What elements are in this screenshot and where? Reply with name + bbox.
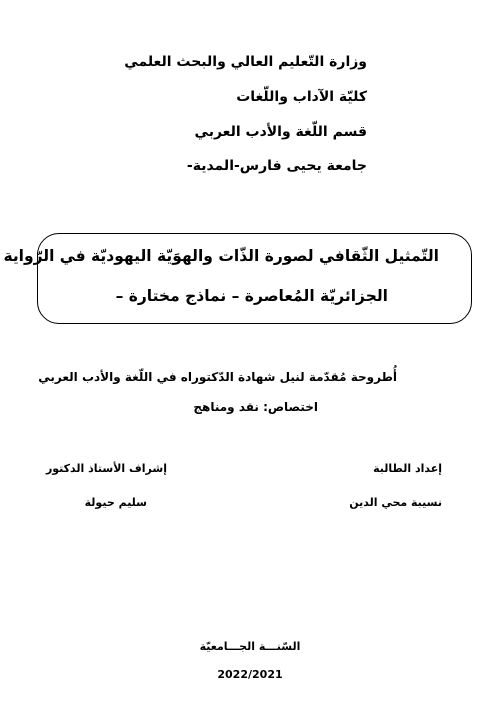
student-label: إعداد الطالبة: [373, 462, 442, 475]
faculty-name: كليّة الآداب واللّغات: [236, 89, 367, 105]
thesis-title-line-1: التّمثيل الثّقافي لصورة الذّات والهوَيّة اليهوديّة في الرّواية: [3, 247, 439, 265]
specialization: اختصاص: نقد ومناهج: [193, 400, 318, 414]
student-name: نسيبة محي الدين: [349, 496, 442, 509]
thesis-description: أُطروحة مُقدّمة لنيل شهادة الدّكتوراه في اللّغة والأدب العربي: [38, 370, 397, 384]
academic-year-label: السّنـــة الجـــامعيّة: [199, 640, 301, 653]
ministry-name: وزارة التّعليم العالي والبحث العلمي: [124, 54, 367, 70]
department-name: قسم اللّغة والأدب العربي: [194, 124, 367, 140]
thesis-title-line-2: الجزائريّة المُعاصرة – نماذج مختارة –: [115, 287, 388, 305]
supervisor-label: إشراف الأستاذ الدكتور: [45, 462, 167, 475]
university-name: جامعة يحيى فارس-المدية-: [186, 158, 367, 174]
supervisor-name: سليم حيولة: [84, 496, 147, 509]
academic-year: 2022/2021: [217, 668, 283, 681]
